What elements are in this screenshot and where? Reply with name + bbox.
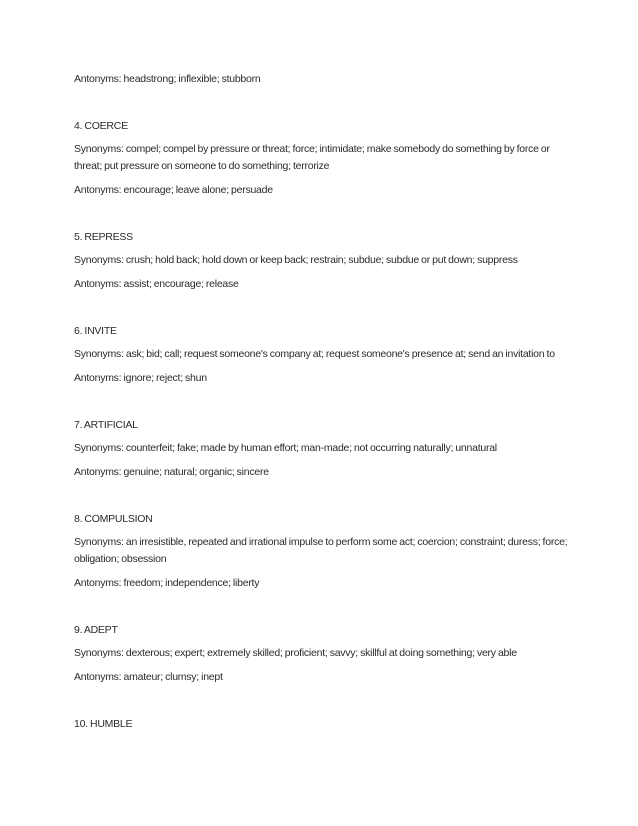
entry-repress [74,229,573,293]
entry-coerce [74,118,573,199]
antonyms-line: Antonyms: assist; encourage; release [74,278,239,290]
antonyms-line: Antonyms: genuine; natural; organic; sincere [74,466,269,478]
antonyms-line: Antonyms: encourage; leave alone; persuade [74,184,273,196]
antonyms-line: Antonyms: ignore; reject; shun [74,372,207,384]
synonyms-line: Synonyms: crush; hold back; hold down or keep back; restrain; subdue; subdue or put down; suppress [74,254,518,266]
entry-compulsion [74,511,573,592]
entry-title: 8. COMPULSION [74,513,153,525]
entry-invite [74,323,573,387]
antonyms-line: Antonyms: freedom; independence; liberty [74,577,260,589]
synonyms-line: Synonyms: dexterous; expert; extremely skilled; proficient; savvy; skillful at doing something; very able [74,647,517,659]
synonyms-line: Synonyms: counterfeit; fake; made by human effort; man-made; not occurring naturally; unnatural [74,442,497,454]
entry-title: 10. HUMBLE [74,718,133,730]
entry-adept [74,622,573,686]
intro-antonyms-line: Antonyms: headstrong; inflexible; stubborn [74,73,261,85]
synonyms-line: Synonyms: an irresistible, repeated and irrational impulse to perform some act; coercion; constraint; duress; force; obligation; obsession [74,536,568,565]
synonyms-line: Synonyms: compel; compel by pressure or threat; force; intimidate; make somebody do something by force or threat; put pressure on someone to do something; terrorize [74,143,550,172]
entry-artificial [74,417,573,481]
entry-title: 7. ARTIFICIAL [74,419,138,431]
entry-title: 5. REPRESS [74,231,133,243]
synonyms-line: Synonyms: ask; bid; call; request someone's company at; request someone's presence at; send an invitation to [74,348,555,360]
entry-title: 9. ADEPT [74,624,118,636]
entry-title: 4. COERCE [74,120,128,132]
entry-humble [74,716,573,733]
entry-title: 6. INVITE [74,325,117,337]
antonyms-line: Antonyms: amateur; clumsy; inept [74,671,223,683]
